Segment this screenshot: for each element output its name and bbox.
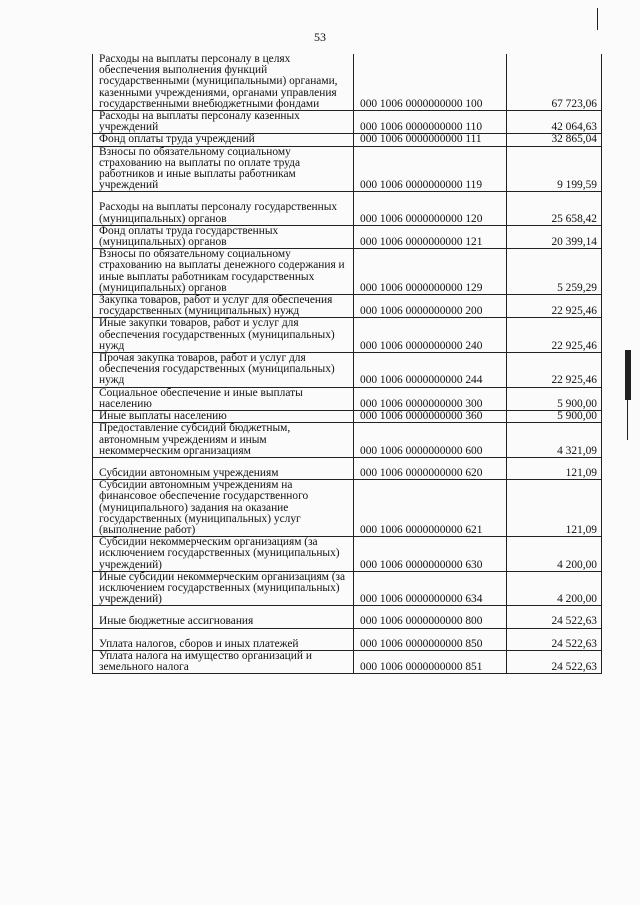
table-row (93, 353, 602, 388)
row-name: Предоставление субсидий бюджетным, автономным учреждениям и иным некоммерческим организациям (93, 423, 354, 458)
row-amount: 5 900,00 (507, 411, 602, 423)
row-name: Взносы по обязательному социальному страхованию на выплаты по оплате труда работников и иные выплаты работникам учреждений (93, 146, 354, 192)
row-amount: 24 522,63 (507, 650, 602, 673)
row-name: Уплата налогов, сборов и иных платежей (93, 639, 354, 651)
scan-artifact-right-bar (625, 350, 631, 400)
row-name: Иные закупки товаров, работ и услуг для обеспечения государственных (муниципальных) нужд (93, 318, 354, 353)
row-name: Иные бюджетные ассигнования (93, 616, 354, 628)
row-amount: 22 925,46 (507, 295, 602, 318)
table-spacer (93, 628, 602, 639)
row-amount: 121,09 (507, 468, 602, 480)
row-name: Субсидии автономным учреждениям (93, 468, 354, 480)
table-row (93, 225, 602, 248)
row-name: Фонд оплаты труда учреждений (93, 134, 354, 146)
table-row (93, 468, 602, 480)
table-row (93, 295, 602, 318)
row-code: 000 1006 0000000000 244 (354, 353, 507, 388)
row-amount: 121,09 (507, 480, 602, 537)
row-code: 000 1006 0000000000 851 (354, 650, 507, 673)
table-row (93, 202, 602, 225)
row-code: 000 1006 0000000000 129 (354, 249, 507, 295)
table-row (93, 537, 602, 572)
table-row (93, 318, 602, 353)
table-row (93, 111, 602, 134)
row-amount: 24 522,63 (507, 639, 602, 651)
row-amount: 24 522,63 (507, 616, 602, 628)
row-code: 000 1006 0000000000 119 (354, 146, 507, 192)
row-code: 000 1006 0000000000 800 (354, 616, 507, 628)
table-row (93, 146, 602, 192)
row-code: 000 1006 0000000000 360 (354, 411, 507, 423)
row-code: 000 1006 0000000000 200 (354, 295, 507, 318)
row-name: Субсидии некоммерческим организациям (за исключением государственных (муниципальных) учреждений) (93, 537, 354, 572)
row-code: 000 1006 0000000000 630 (354, 537, 507, 572)
row-code: 000 1006 0000000000 621 (354, 480, 507, 537)
table-row (93, 650, 602, 673)
table-row (93, 54, 602, 111)
row-amount: 4 321,09 (507, 423, 602, 458)
row-name: Расходы на выплаты персоналу в целях обеспечения выполнения функций государственными (муниципальными) органами, казенными учреждениями, органами управления государственными внебюджетными фондами (93, 54, 354, 111)
row-code: 000 1006 0000000000 100 (354, 54, 507, 111)
row-code: 000 1006 0000000000 620 (354, 468, 507, 480)
row-amount: 25 658,42 (507, 202, 602, 225)
table-row (93, 616, 602, 628)
row-name: Расходы на выплаты персоналу государственных (муниципальных) органов (93, 202, 354, 225)
table-row (93, 387, 602, 410)
row-name: Взносы по обязательному социальному страхованию на выплаты денежного содержания и иные выплаты работникам государственных (муниципальных) органов (93, 249, 354, 295)
row-amount: 20 399,14 (507, 225, 602, 248)
row-amount: 4 200,00 (507, 537, 602, 572)
row-name: Расходы на выплаты персоналу казенных учреждений (93, 111, 354, 134)
page-number: 53 (314, 30, 326, 44)
table-row (93, 571, 602, 606)
row-code: 000 1006 0000000000 240 (354, 318, 507, 353)
table-row (93, 411, 602, 423)
table-row (93, 423, 602, 458)
row-amount: 5 259,29 (507, 249, 602, 295)
row-code: 000 1006 0000000000 121 (354, 225, 507, 248)
table-row (93, 480, 602, 537)
scan-artifact-right-line (627, 400, 628, 440)
row-amount: 9 199,59 (507, 146, 602, 192)
budget-table (92, 54, 602, 674)
row-name: Прочая закупка товаров, работ и услуг для обеспечения государственных (муниципальных) нужд (93, 353, 354, 388)
row-name: Субсидии автономным учреждениям на финансовое обеспечение государственного (муниципального) задания на оказание государственных (муниципальных) услуг (выполнение работ) (93, 480, 354, 537)
table-row (93, 249, 602, 295)
row-code: 000 1006 0000000000 110 (354, 111, 507, 134)
row-amount: 4 200,00 (507, 571, 602, 606)
table-row (93, 639, 602, 651)
row-code: 000 1006 0000000000 120 (354, 202, 507, 225)
row-amount: 67 723,06 (507, 54, 602, 111)
row-amount: 22 925,46 (507, 353, 602, 388)
scan-artifact-top (597, 8, 598, 30)
row-name: Иные выплаты населению (93, 411, 354, 423)
row-amount: 32 865,04 (507, 134, 602, 146)
row-code: 000 1006 0000000000 600 (354, 423, 507, 458)
row-code: 000 1006 0000000000 850 (354, 639, 507, 651)
row-amount: 5 900,00 (507, 387, 602, 410)
row-code: 000 1006 0000000000 300 (354, 387, 507, 410)
row-name: Уплата налога на имущество организаций и земельного налога (93, 650, 354, 673)
table-row (93, 134, 602, 146)
row-name: Иные субсидии некоммерческим организациям (за исключением государственных (муниципальных) учреждений) (93, 571, 354, 606)
row-amount: 42 064,63 (507, 111, 602, 134)
row-name: Фонд оплаты труда государственных (муниципальных) органов (93, 225, 354, 248)
row-name: Социальное обеспечение и иные выплаты населению (93, 387, 354, 410)
row-code: 000 1006 0000000000 111 (354, 134, 507, 146)
row-code: 000 1006 0000000000 634 (354, 571, 507, 606)
row-name: Закупка товаров, работ и услуг для обеспечения государственных (муниципальных) нужд (93, 295, 354, 318)
row-amount: 22 925,46 (507, 318, 602, 353)
